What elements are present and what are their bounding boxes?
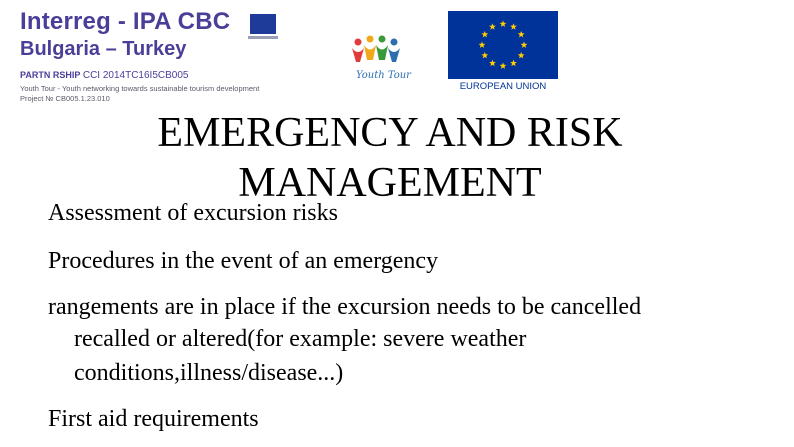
bullet-line-continuation: conditions,illness/disease...) [74,360,344,386]
slide-title: EMERGENCY AND RISK MANAGEMENT [157,110,623,206]
eu-flag-icon [448,11,558,79]
interreg-subtitle: Bulgaria – Turkey [20,38,187,60]
eu-caption: EUROPEAN UNION [459,81,547,92]
cci-code: CCI 2014TC16I5CB005 [82,70,189,81]
bullet-line: Assessment of excursion risks [48,200,338,226]
project-description: Youth Tour - Youth networking towards sustainable tourism development [20,84,260,93]
interreg-partnership-line [20,70,188,81]
eu-mini-flag-icon [250,14,276,34]
interreg-title: Interreg - IPA CBC [20,8,231,35]
interreg-logo [20,8,320,108]
bullet-line-continuation: recalled or altered(for example: severe weather [74,326,527,352]
eu-logo [448,11,558,93]
youth-tour-logo [346,34,411,94]
bullet-line: First aid requirements [48,406,259,432]
eu-mini-flag-caption [248,36,278,39]
partnership-label: PARTN RSHIP [20,70,81,80]
project-number: Project № CB005.1.23.010 [20,94,110,103]
bullet-line: rangements are in place if the excursion needs to be cancelled [48,294,642,320]
youth-tour-people-icon [346,34,406,70]
youth-tour-text: Youth Tour [356,70,411,81]
bullet-line: Procedures in the event of an emergency [48,248,439,274]
